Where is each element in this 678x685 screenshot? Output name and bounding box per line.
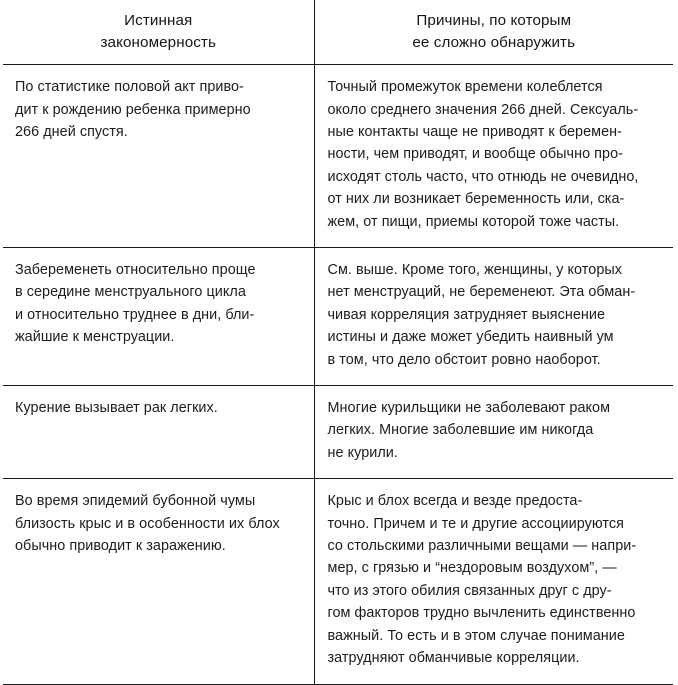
- table-cell-true-pattern: [3, 248, 314, 386]
- text-line: Точный промежуток времени колеблется: [327, 79, 603, 96]
- text-line: обычно приводит к заражению.: [15, 538, 226, 555]
- table-header: [3, 0, 673, 65]
- text-line: Забеременеть относительно проще: [15, 262, 256, 278]
- text-line: легких. Многие заболевшие им никогда: [327, 422, 594, 439]
- column-header-why-hard-to-detect-text: [315, 0, 674, 64]
- text-line: не курили.: [327, 444, 398, 461]
- text-line: около среднего значения 266 дней. Сексуаль-: [327, 101, 639, 118]
- table-cell-text: [3, 479, 314, 571]
- table-cell-text: [3, 65, 314, 157]
- table-cell-true-pattern: [3, 479, 314, 684]
- comparison-table: [3, 0, 673, 685]
- text-line: гом факторов трудно вычленить единственно: [327, 605, 636, 622]
- text-line: По статистике половой акт приво-: [15, 79, 244, 96]
- text-line: дит к рождению ребенка примерно: [15, 101, 251, 118]
- table-cell-why-hard-to-detect: [314, 65, 673, 248]
- text-line: См. выше. Кроме того, женщины, у которых: [327, 262, 623, 278]
- text-line: жем, от пищи, приемы которой тоже часты.: [327, 213, 620, 230]
- text-line: Крыс и блох всегда и везде предоста-: [327, 493, 583, 510]
- text-line: истины и даже может убедить наивный ум: [327, 329, 614, 346]
- table-body: [3, 65, 673, 684]
- text-line: в том, что дело обстоит ровно наоборот.: [327, 351, 601, 368]
- text-line: важный. То есть и в этом случае понимание: [327, 627, 625, 644]
- text-line: 266 дней спустя.: [15, 123, 128, 140]
- table-header-row: [3, 0, 673, 65]
- text-line: и относительно труднее в дни, бли-: [15, 306, 255, 323]
- text-line: от них ли возникает беременность или, ска-: [327, 191, 625, 208]
- text-line: жайшие к менструации.: [15, 329, 175, 346]
- text-line: со стольскими различными вещами — напри-: [327, 538, 637, 555]
- text-line: Во время эпидемий бубонной чумы: [15, 493, 256, 510]
- text-line: точно. Причем и те и другие ассоциируются: [327, 515, 624, 532]
- table-cell-text: [315, 479, 674, 683]
- text-line: Курение вызывает рак легких.: [15, 400, 218, 417]
- table-cell-true-pattern: [3, 386, 314, 479]
- table-row: [3, 65, 673, 248]
- column-header-why-hard-to-detect-line-2: ее сложно обнаружить: [412, 33, 576, 51]
- column-header-true-pattern-line-1: Истинная: [124, 12, 193, 29]
- text-line: исходят столь часто, что отнюдь не очевидно,: [327, 168, 639, 185]
- text-line: близость крыс и в особенности их блох: [15, 515, 280, 532]
- text-line: чивая корреляция затрудняет выяснение: [327, 306, 606, 323]
- column-header-true-pattern-line-2: закономерность: [100, 33, 217, 51]
- column-header-true-pattern: [3, 0, 314, 65]
- text-line: мер, с грязью и “нездоровым воздухом”, —: [327, 560, 617, 577]
- column-header-why-hard-to-detect: [314, 0, 673, 65]
- text-line: ные контакты чаще не приводят к беремен-: [327, 123, 622, 140]
- table-cell-text: [315, 386, 674, 478]
- table-cell-why-hard-to-detect: [314, 479, 673, 684]
- text-line: в середине менструального цикла: [15, 284, 246, 301]
- text-line: нет менструаций, не беременеют. Эта обман-: [327, 284, 636, 301]
- text-line: Многие курильщики не заболевают раком: [327, 400, 611, 417]
- table-row: [3, 479, 673, 684]
- column-header-why-hard-to-detect-line-1: Причины, по которым: [416, 12, 572, 29]
- text-line: что из этого обилия связанных друг с дру-: [327, 582, 612, 599]
- column-header-true-pattern-text: [3, 0, 314, 64]
- table-row: [3, 248, 673, 386]
- text-line: затрудняют обманчивые корреляции.: [327, 650, 580, 667]
- table-cell-text: [315, 248, 674, 385]
- table-cell-why-hard-to-detect: [314, 248, 673, 386]
- table-cell-true-pattern: [3, 65, 314, 248]
- table-cell-why-hard-to-detect: [314, 386, 673, 479]
- table-cell-text: [315, 65, 674, 247]
- table-row: [3, 386, 673, 479]
- table-cell-text: [3, 386, 314, 433]
- text-line: ности, чем приводят, и вообще обычно про-: [327, 146, 623, 163]
- table-cell-text: [3, 248, 314, 363]
